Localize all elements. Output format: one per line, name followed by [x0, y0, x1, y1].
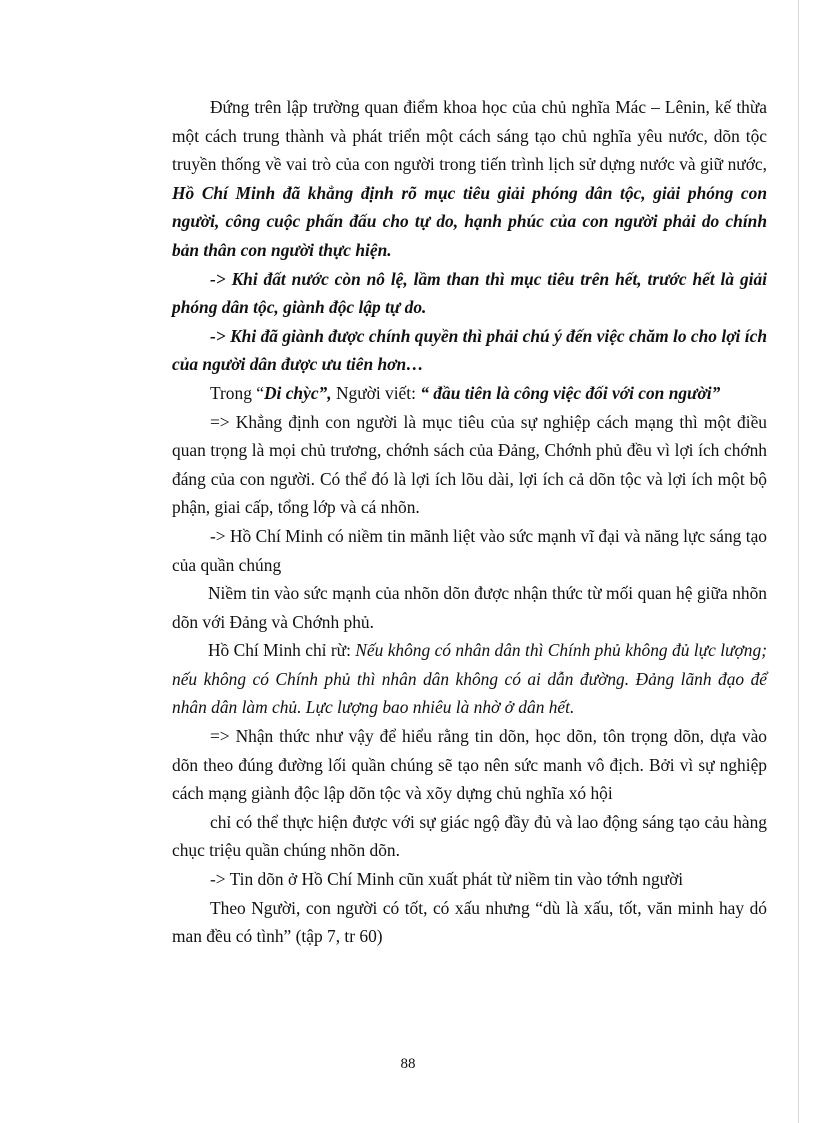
- paragraph-5: => Khẳng định con người là mục tiêu của sự nghiệp cách mạng thì một điều quan trọng là mọi chủ trương, chớnh sách của Đảng, Chớnh phủ đều vì lợi ích chớnh đáng của con người. Có thể đó là lợi ích lõu dài, lợi ích cả dõn tộc và lợi ích một bộ phận, giai cấp, tổng lớp và cá nhõn.: [172, 411, 767, 518]
- paragraph-4-mid: Người viết:: [331, 382, 421, 403]
- paragraph-4: [172, 379, 767, 408]
- paragraph-1-emphasis: Hồ Chí Minh đã khẳng định rõ mục tiêu giải phóng dân tộc, giải phóng con người, công cuộc phấn đấu cho tự do, hạnh phúc của con người phải do chính bản thân con người thực hiện.: [172, 182, 767, 260]
- paragraph-9b: chỉ có thể thực hiện được với sự giác ngộ đầy đủ và lao động sáng tạo cảu hàng chục triệu quần chúng nhõn dõn.: [172, 811, 767, 861]
- page-number: 88: [400, 1056, 416, 1072]
- paragraph-9a: => Nhận thức như vậy để hiểu rằng tin dõn, học dõn, tôn trọng dõn, dựa vào dõn theo đúng đường lối quần chúng sẽ tạo nên sức manh vô địch. Bởi vì sự nghiệp cách mạng giành độc lập dõn tộc và xõy dựng chủ nghĩa xó hội: [172, 726, 767, 804]
- paragraph-10: -> Tin dõn ở Hồ Chí Minh cũn xuất phát từ niềm tin vào tớnh người: [210, 869, 684, 890]
- paragraph-8-quote: Nếu không có nhân dân thì Chính phủ không đủ lực lượng; nếu không có Chính phủ thì nhân dân không có ai dẫn đường. Đảng lãnh đạo để nhân dân làm chủ. Lực lượng bao nhiêu là nhờ ở dân hết.: [172, 640, 767, 718]
- body-text: [172, 93, 767, 951]
- paragraph-1-text: Đứng trên lập trường quan điểm khoa học của chủ nghĩa Mác – Lênin, kế thừa một cách trung thành và phát triển một cách sáng tạo chủ nghĩa yêu nước, dõn tộc truyền thống về vai trò của con người trong tiến trình lịch sử dựng nước và giữ nước,: [172, 97, 767, 175]
- margin-line: [798, 0, 799, 1123]
- paragraph-11: Theo Người, con người có tốt, có xấu nhưng “dù là xấu, tốt, văn minh hay dó man đều có tình” (tập 7, tr 60): [172, 897, 767, 947]
- paragraph-4-title: Di chỳc”,: [263, 382, 332, 403]
- paragraph-4-intro: Trong “: [210, 382, 264, 403]
- paragraph-7: Niềm tin vào sức mạnh của nhõn dõn được nhận thức từ mối quan hệ giữa nhõn dõn với Đảng và Chớnh phủ.: [172, 583, 767, 632]
- paragraph-3: -> Khi đã giành được chính quyền thì phải chú ý đến việc chăm lo cho lợi ích của người dân được ưu tiên hơn…: [172, 325, 767, 375]
- paragraph-6: -> Hồ Chí Minh có niềm tin mãnh liệt vào sức mạnh vĩ đại và năng lực sáng tạo của quần chúng: [172, 525, 767, 575]
- paragraph-1: [172, 93, 767, 265]
- paragraph-4-quote: “ đầu tiên là công việc đối với con người”: [420, 382, 721, 403]
- paragraph-8-intro: Hồ Chí Minh chỉ rừ:: [208, 640, 356, 661]
- paragraph-8: [172, 636, 767, 722]
- paragraph-2: -> Khi đất nước còn nô lệ, lầm than thì mục tiêu trên hết, trước hết là giải phóng dân tộc, giành độc lập tự do.: [172, 268, 767, 318]
